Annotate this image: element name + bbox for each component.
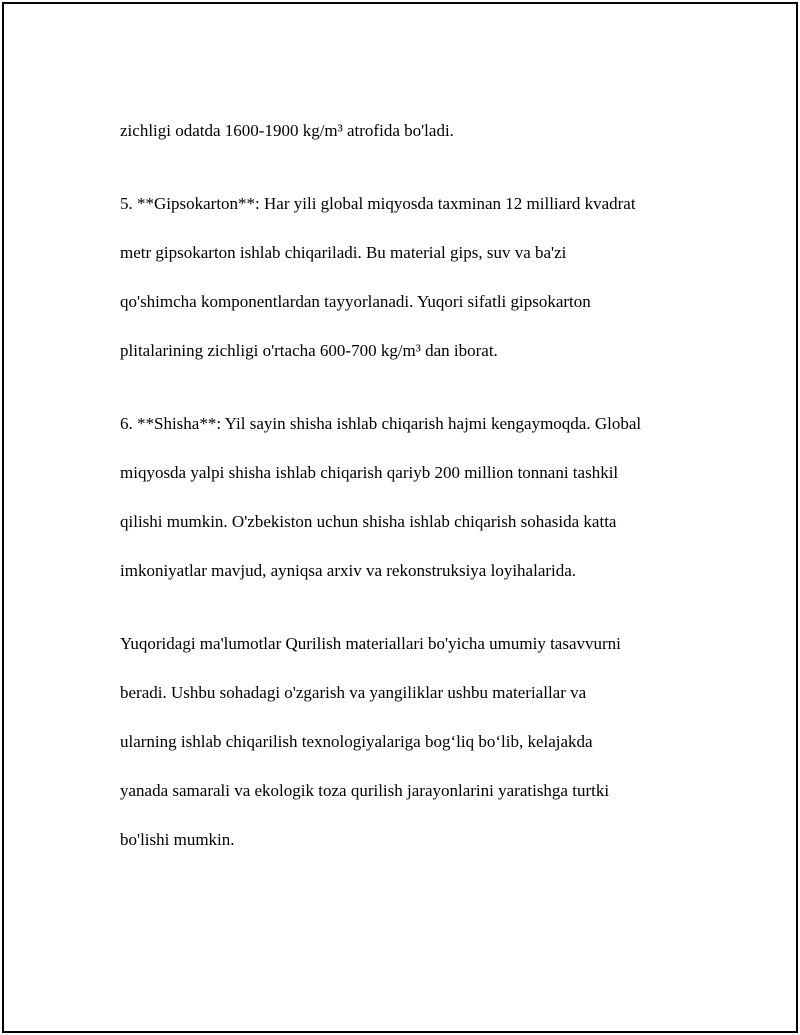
- text-line: 6. **Shisha**: Yil sayin shisha ishlab chiqarish hajmi kengaymoqda. Global: [120, 413, 642, 433]
- paragraph-conclusion: [120, 607, 700, 852]
- text-line: 5. **Gipsokarton**: Har yili global miqyosda taxminan 12 milliard kvadrat: [120, 193, 636, 213]
- text-line: bo'lishi mumkin.: [120, 829, 235, 849]
- text-line: imkoniyatlar mavjud, ayniqsa arxiv va rekonstruksiya loyihalarida.: [120, 560, 577, 580]
- document-body: [120, 94, 700, 876]
- text-line: beradi. Ushbu sohadagi o'zgarish va yangiliklar ushbu materiallar va: [120, 682, 587, 702]
- paragraph-gipsokarton: [120, 167, 700, 363]
- text-line: ularning ishlab chiqarilish texnologiyalariga bog‘liq bo‘lib, kelajakda: [120, 731, 593, 751]
- text-line: Yuqoridagi ma'lumotlar Qurilish materiallari bo'yicha umumiy tasavvurni: [120, 633, 621, 653]
- text-line: metr gipsokarton ishlab chiqariladi. Bu material gips, suv va ba'zi: [120, 242, 567, 262]
- page-frame: [2, 2, 798, 1033]
- text-line: qo'shimcha komponentlardan tayyorlanadi. Yuqori sifatli gipsokarton: [120, 291, 591, 311]
- text-line: zichligi odatda 1600-1900 kg/m³ atrofida bo'ladi.: [120, 120, 454, 140]
- text-line: miqyosda yalpi shisha ishlab chiqarish qariyb 200 million tonnani tashkil: [120, 462, 619, 482]
- text-line: plitalarining zichligi o'rtacha 600-700 kg/m³ dan iborat.: [120, 340, 498, 360]
- paragraph-shisha: [120, 387, 700, 583]
- text-line: yanada samarali va ekologik toza qurilish jarayonlarini yaratishga turtki: [120, 780, 610, 800]
- paragraph-density-continuation: [120, 94, 700, 143]
- text-line: qilishi mumkin. O'zbekiston uchun shisha ishlab chiqarish sohasida katta: [120, 511, 617, 531]
